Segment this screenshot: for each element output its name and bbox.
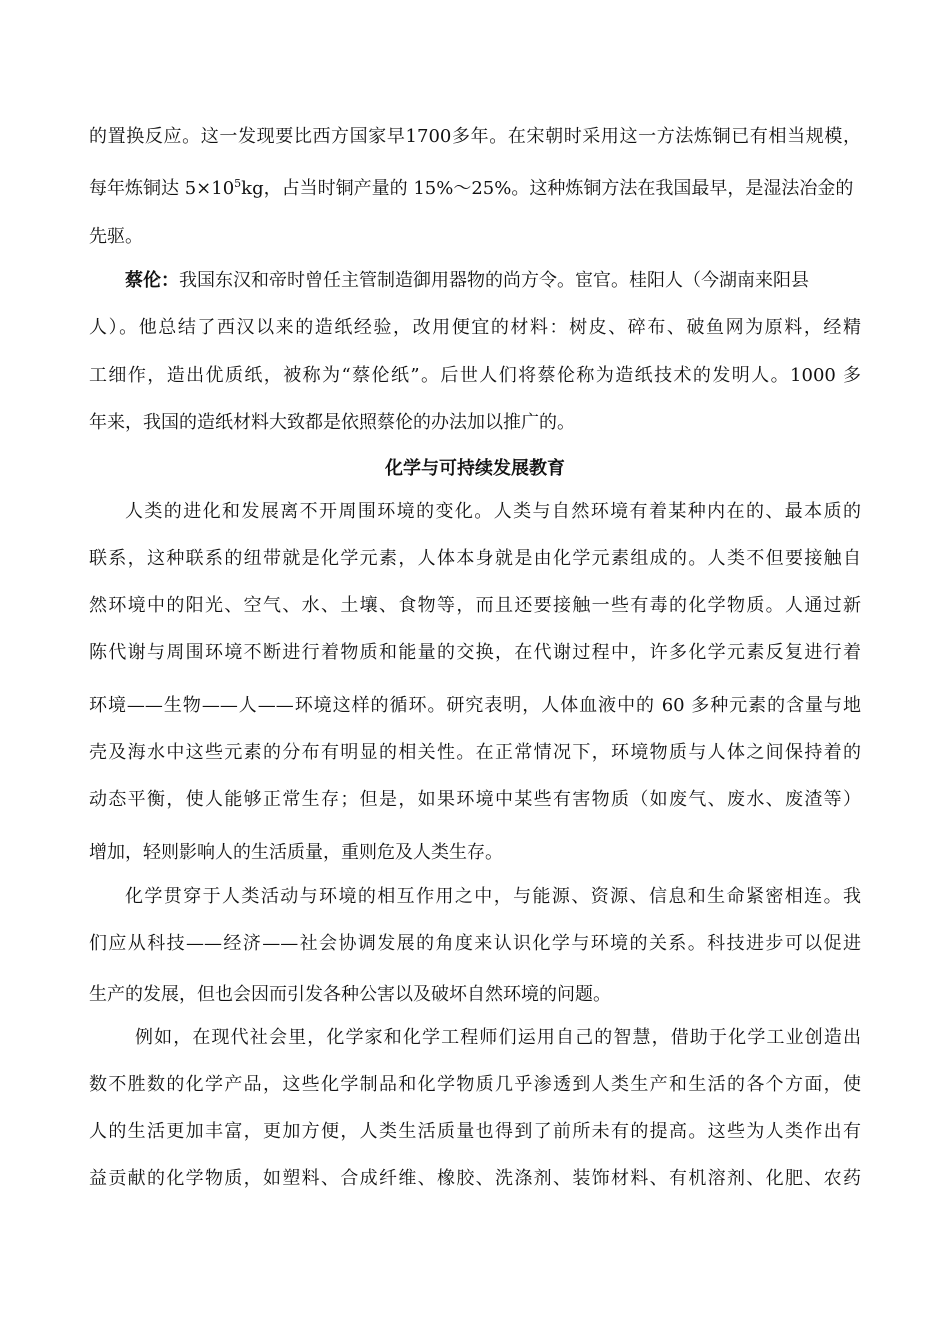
paragraph-line: 生产的发展，但也会因而引发各种公害以及破坏自然环境的问题。 (89, 984, 611, 1005)
paragraph-line: 人）。他总结了西汉以来的造纸经验，改用便宜的材料：树皮、碎布、破鱼网为原料，经精 (89, 317, 861, 338)
paragraph-line: 壳及海水中这些元素的分布有明显的相关性。在正常情况下，环境物质与人体之间保持着的 (89, 742, 861, 763)
paragraph-line: 环境——生物——人——环境这样的循环。研究表明，人体血液中的 60 多种元素的含量与地 (89, 695, 861, 716)
paragraph-line: 先驱。 (89, 226, 143, 247)
paragraph-line: 然环境中的阳光、空气、水、土壤、食物等，而且还要接触一些有毒的化学物质。人通过新 (89, 595, 861, 616)
paragraph-line: 们应从科技——经济——社会协调发展的角度来认识化学与环境的关系。科技进步可以促进 (89, 933, 861, 954)
paragraph-line: 陈代谢与周围环境不断进行着物质和能量的交换，在代谢过程中，许多化学元素反复进行着 (89, 642, 861, 663)
paragraph-line: 益贡献的化学物质，如塑料、合成纤维、橡胶、洗涤剂、装饰材料、有机溶剂、化肥、农药 (89, 1168, 861, 1189)
term-name: 蔡伦： (125, 270, 179, 291)
paragraph-line: 化学贯穿于人类活动与环境的相互作用之中，与能源、资源、信息和生命紧密相连。我 (125, 886, 861, 907)
superscript-exponent: 5 (234, 177, 242, 190)
paragraph-line: 动态平衡，使人能够正常生存；但是，如果环境中某些有害物质（如废气、废水、废渣等） (89, 789, 861, 810)
paragraph-line: 增加，轻则影响人的生活质量，重则危及人类生存。 (89, 842, 503, 863)
paragraph-line (89, 177, 861, 201)
paragraph-line: 人类的进化和发展离不开周围环境的变化。人类与自然环境有着某种内在的、最本质的 (125, 501, 861, 522)
paragraph-line: 年来，我国的造纸材料大致都是依照蔡伦的办法加以推广的。 (89, 412, 575, 433)
section-heading: 化学与可持续发展教育 (385, 458, 565, 479)
paragraph-line: 工细作，造出优质纸，被称为“蔡伦纸”。后世人们将蔡伦称为造纸技术的发明人。1000 多 (89, 365, 861, 386)
paragraph-line: 联系，这种联系的纽带就是化学元素，人体本身就是由化学元素组成的。人类不但要接触自 (89, 548, 861, 569)
paragraph-line: 例如，在现代社会里，化学家和化学工程师们运用自己的智慧，借助于化学工业创造出 (135, 1027, 861, 1048)
text-run: kg，占当时铜产量的 15%～25%。这种炼铜方法在我国最早，是湿法冶金的 (241, 178, 854, 199)
text-run: 我国东汉和帝时曾任主管制造御用器物的尚方令。宦官。桂阳人（今湖南来阳县 (179, 270, 809, 291)
paragraph-line: 人的生活更加丰富，更加方便，人类生活质量也得到了前所未有的提高。这些为人类作出有 (89, 1121, 861, 1142)
paragraph-line: 的置换反应。这一发现要比西方国家早1700多年。在宋朝时采用这一方法炼铜已有相当规模， (89, 126, 861, 147)
paragraph-line: 数不胜数的化学产品，这些化学制品和化学物质几乎渗透到人类生产和生活的各个方面，使 (89, 1074, 861, 1095)
text-run: 每年炼铜达 5×10 (89, 178, 235, 199)
paragraph-line (125, 269, 861, 293)
